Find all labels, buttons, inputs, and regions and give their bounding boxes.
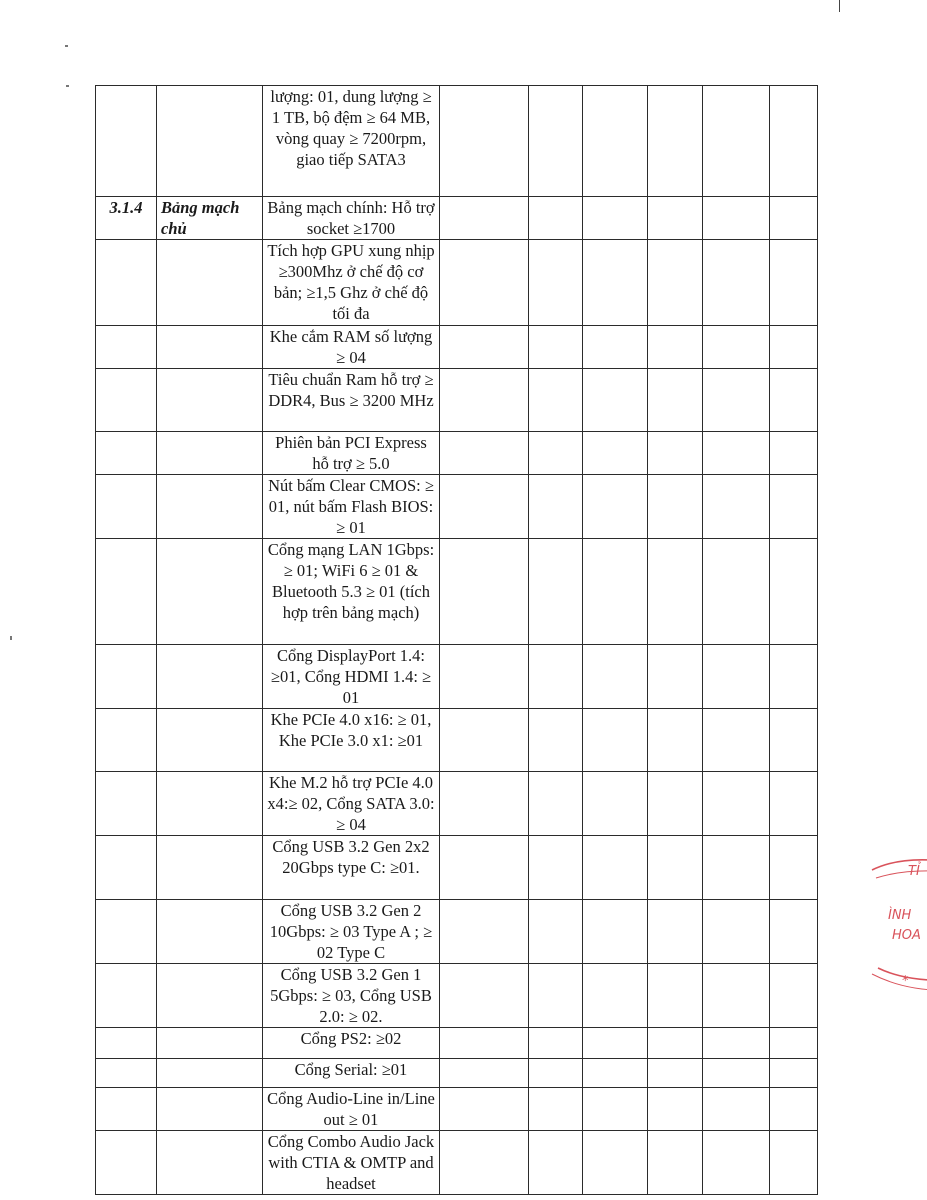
empty-cell [648, 197, 703, 240]
table-row [96, 369, 818, 432]
empty-cell [770, 645, 818, 709]
empty-cell [529, 475, 583, 539]
empty-cell [703, 1131, 770, 1195]
empty-cell [529, 326, 583, 369]
empty-cell [770, 86, 818, 197]
item-number-cell [96, 326, 157, 369]
specification-cell: Khe PCIe 4.0 x16: ≥ 01, Khe PCIe 3.0 x1: ≥01 [263, 709, 440, 772]
table-row [96, 197, 818, 240]
official-stamp [862, 850, 927, 1000]
empty-cell [583, 369, 648, 432]
empty-cell [440, 836, 529, 900]
table-row [96, 645, 818, 709]
empty-cell [703, 709, 770, 772]
specification-cell: lượng: 01, dung lượng ≥ 1 TB, bộ đệm ≥ 64 MB, vòng quay ≥ 7200rpm, giao tiếp SATA3 [263, 86, 440, 197]
empty-cell [648, 964, 703, 1028]
empty-cell [529, 539, 583, 645]
item-number-cell [96, 240, 157, 326]
empty-cell [770, 836, 818, 900]
item-name-cell [157, 645, 263, 709]
specification-cell: Cổng PS2: ≥02 [263, 1028, 440, 1059]
empty-cell [770, 539, 818, 645]
specification-cell: Nút bấm Clear CMOS: ≥ 01, nút bấm Flash BIOS: ≥ 01 [263, 475, 440, 539]
item-name-cell [157, 326, 263, 369]
specification-cell: Bảng mạch chính: Hỗ trợ socket ≥1700 [263, 197, 440, 240]
table-row [96, 1131, 818, 1195]
specification-cell: Cổng Serial: ≥01 [263, 1059, 440, 1088]
empty-cell [440, 432, 529, 475]
empty-cell [770, 326, 818, 369]
empty-cell [529, 240, 583, 326]
scan-speck [10, 636, 12, 640]
empty-cell [440, 1088, 529, 1131]
item-number-cell [96, 900, 157, 964]
item-number-cell [96, 709, 157, 772]
specification-table-body [96, 86, 818, 1195]
empty-cell [770, 475, 818, 539]
table-row [96, 432, 818, 475]
empty-cell [648, 369, 703, 432]
empty-cell [703, 772, 770, 836]
empty-cell [648, 475, 703, 539]
empty-cell [440, 1028, 529, 1059]
empty-cell [648, 645, 703, 709]
table-row [96, 836, 818, 900]
empty-cell [770, 240, 818, 326]
empty-cell [770, 1131, 818, 1195]
empty-cell [529, 964, 583, 1028]
empty-cell [703, 900, 770, 964]
empty-cell [703, 475, 770, 539]
empty-cell [529, 1088, 583, 1131]
empty-cell [440, 369, 529, 432]
empty-cell [648, 326, 703, 369]
empty-cell [583, 1059, 648, 1088]
empty-cell [770, 432, 818, 475]
empty-cell [703, 1059, 770, 1088]
item-number-cell: 3.1.4 [96, 197, 157, 240]
empty-cell [529, 900, 583, 964]
item-name-cell [157, 900, 263, 964]
empty-cell [770, 1028, 818, 1059]
empty-cell [703, 836, 770, 900]
empty-cell [529, 772, 583, 836]
item-number-cell [96, 86, 157, 197]
empty-cell [703, 1088, 770, 1131]
specification-cell: Khe M.2 hỗ trợ PCIe 4.0 x4:≥ 02, Cổng SATA 3.0: ≥ 04 [263, 772, 440, 836]
item-name-cell [157, 539, 263, 645]
table-row [96, 964, 818, 1028]
specification-cell: Cổng USB 3.2 Gen 2x2 20Gbps type C: ≥01. [263, 836, 440, 900]
empty-cell [440, 86, 529, 197]
specification-cell: Cổng USB 3.2 Gen 2 10Gbps: ≥ 03 Type A ; ≥ 02 Type C [263, 900, 440, 964]
item-name-cell [157, 1059, 263, 1088]
item-number-cell [96, 1088, 157, 1131]
empty-cell [440, 772, 529, 836]
scan-speck [66, 85, 69, 87]
table-row [96, 900, 818, 964]
item-name-cell [157, 964, 263, 1028]
empty-cell [648, 836, 703, 900]
item-name-cell [157, 1131, 263, 1195]
empty-cell [529, 369, 583, 432]
specification-cell: Tích hợp GPU xung nhịp ≥300Mhz ở chế độ cơ bản; ≥1,5 Ghz ở chế độ tối đa [263, 240, 440, 326]
empty-cell [529, 86, 583, 197]
empty-cell [529, 645, 583, 709]
empty-cell [440, 197, 529, 240]
empty-cell [440, 900, 529, 964]
empty-cell [648, 1028, 703, 1059]
empty-cell [703, 645, 770, 709]
empty-cell [770, 709, 818, 772]
empty-cell [703, 1028, 770, 1059]
empty-cell [529, 197, 583, 240]
item-number-cell [96, 539, 157, 645]
table-row [96, 240, 818, 326]
empty-cell [583, 86, 648, 197]
empty-cell [583, 539, 648, 645]
empty-cell [770, 772, 818, 836]
table-row [96, 1028, 818, 1059]
scan-speck [65, 45, 68, 47]
specification-cell: Cổng Combo Audio Jack with CTIA & OMTP and headset [263, 1131, 440, 1195]
item-name-cell [157, 86, 263, 197]
table-row [96, 326, 818, 369]
empty-cell [583, 772, 648, 836]
empty-cell [770, 964, 818, 1028]
empty-cell [770, 1088, 818, 1131]
empty-cell [703, 240, 770, 326]
item-number-cell [96, 432, 157, 475]
empty-cell [440, 1059, 529, 1088]
empty-cell [770, 369, 818, 432]
item-name-cell [157, 432, 263, 475]
empty-cell [583, 836, 648, 900]
empty-cell [440, 709, 529, 772]
empty-cell [648, 539, 703, 645]
empty-cell [648, 240, 703, 326]
stamp-text-fragment: ÌNH [888, 908, 912, 923]
item-name-cell [157, 475, 263, 539]
table-row [96, 1059, 818, 1088]
empty-cell [440, 964, 529, 1028]
empty-cell [648, 1088, 703, 1131]
empty-cell [583, 964, 648, 1028]
item-name-cell [157, 369, 263, 432]
empty-cell [648, 1131, 703, 1195]
empty-cell [703, 326, 770, 369]
stamp-star: * [902, 974, 909, 989]
empty-cell [648, 86, 703, 197]
empty-cell [440, 475, 529, 539]
table-row [96, 1088, 818, 1131]
table-row [96, 539, 818, 645]
empty-cell [529, 1059, 583, 1088]
item-name-cell [157, 836, 263, 900]
empty-cell [583, 432, 648, 475]
empty-cell [703, 369, 770, 432]
item-name-cell [157, 1028, 263, 1059]
empty-cell [583, 1088, 648, 1131]
specification-cell: Phiên bản PCI Express hỗ trợ ≥ 5.0 [263, 432, 440, 475]
specification-cell: Cổng USB 3.2 Gen 1 5Gbps: ≥ 03, Cổng USB 2.0: ≥ 02. [263, 964, 440, 1028]
empty-cell [529, 836, 583, 900]
empty-cell [529, 1131, 583, 1195]
empty-cell [440, 240, 529, 326]
table-row [96, 772, 818, 836]
item-number-cell [96, 1028, 157, 1059]
empty-cell [703, 86, 770, 197]
empty-cell [440, 539, 529, 645]
specification-cell: Cổng DisplayPort 1.4: ≥01, Cổng HDMI 1.4: ≥ 01 [263, 645, 440, 709]
page-edge-mark [839, 0, 840, 12]
empty-cell [648, 432, 703, 475]
empty-cell [583, 475, 648, 539]
empty-cell [648, 1059, 703, 1088]
item-number-cell [96, 836, 157, 900]
specification-cell: Khe cắm RAM số lượng ≥ 04 [263, 326, 440, 369]
empty-cell [583, 1131, 648, 1195]
table-row [96, 475, 818, 539]
item-name-cell [157, 709, 263, 772]
item-number-cell [96, 369, 157, 432]
empty-cell [440, 1131, 529, 1195]
empty-cell [770, 197, 818, 240]
empty-cell [770, 1059, 818, 1088]
empty-cell [583, 1028, 648, 1059]
table-row [96, 86, 818, 197]
empty-cell [703, 432, 770, 475]
empty-cell [529, 432, 583, 475]
item-name-cell [157, 240, 263, 326]
stamp-text-fragment: TỈ [908, 864, 920, 879]
empty-cell [648, 709, 703, 772]
empty-cell [648, 772, 703, 836]
stamp-text-fragment: HOA [892, 928, 921, 943]
empty-cell [583, 197, 648, 240]
item-number-cell [96, 772, 157, 836]
empty-cell [440, 326, 529, 369]
empty-cell [583, 240, 648, 326]
empty-cell [703, 197, 770, 240]
empty-cell [529, 1028, 583, 1059]
empty-cell [703, 539, 770, 645]
specification-table [95, 85, 818, 1195]
specification-cell: Cổng mạng LAN 1Gbps: ≥ 01; WiFi 6 ≥ 01 & Bluetooth 5.3 ≥ 01 (tích hợp trên bảng mạch) [263, 539, 440, 645]
empty-cell [529, 709, 583, 772]
empty-cell [770, 900, 818, 964]
item-number-cell [96, 645, 157, 709]
item-number-cell [96, 1059, 157, 1088]
specification-cell: Cổng Audio-Line in/Line out ≥ 01 [263, 1088, 440, 1131]
item-number-cell [96, 964, 157, 1028]
empty-cell [648, 900, 703, 964]
empty-cell [440, 645, 529, 709]
item-name-cell: Bảng mạch chủ [157, 197, 263, 240]
empty-cell [583, 645, 648, 709]
specification-cell: Tiêu chuẩn Ram hỗ trợ ≥ DDR4, Bus ≥ 3200 MHz [263, 369, 440, 432]
item-number-cell [96, 1131, 157, 1195]
table-row [96, 709, 818, 772]
empty-cell [703, 964, 770, 1028]
empty-cell [583, 709, 648, 772]
item-name-cell [157, 1088, 263, 1131]
item-number-cell [96, 475, 157, 539]
item-name-cell [157, 772, 263, 836]
empty-cell [583, 326, 648, 369]
empty-cell [583, 900, 648, 964]
